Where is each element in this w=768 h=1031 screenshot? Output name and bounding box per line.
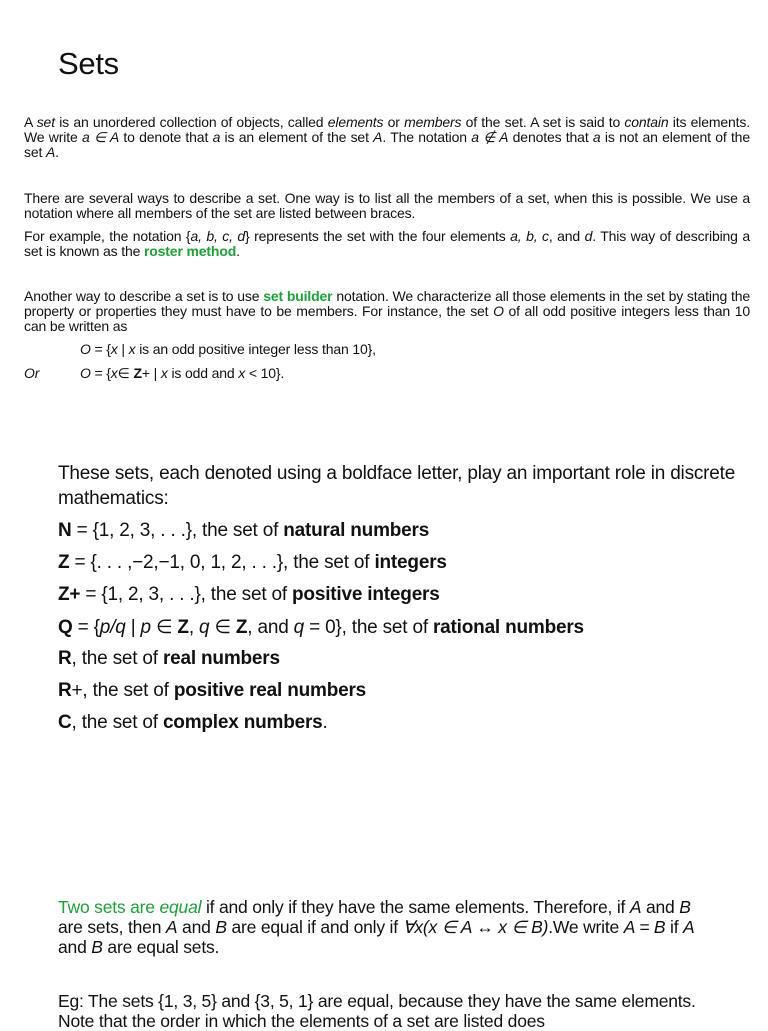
set-builder-formula-2: O = {x∈ Z+ | x is odd and x < 10}. xyxy=(80,365,285,381)
set-builder-formula-1: O = {x | x is an odd positive integer less than 10}, xyxy=(80,341,376,357)
page-title: Sets xyxy=(58,46,119,81)
rational-numbers-line: Q = {p/q | p ∈ Z, q ∈ Z, and q = 0}, the set of rational numbers xyxy=(58,617,584,638)
equal-term: equal xyxy=(159,897,202,917)
set-equality-paragraph: Two sets are equal if and only if they have the same elements. Therefore, if A and B are sets, then A and B are equal if and only if ∀x(x ∈ A ↔ x ∈ B).We write A = B if A and B are equal sets. xyxy=(58,897,695,957)
set-builder-term: set builder xyxy=(263,288,333,304)
or-label: Or xyxy=(24,365,40,381)
important-sets-intro: These sets, each denoted using a boldface letter, play an important role in discrete mathematics: xyxy=(58,463,736,509)
example-paragraph: Eg: The sets {1, 3, 5} and {3, 5, 1} are equal, because they have the same elements. Note that the order in which the elements of a set are listed does xyxy=(58,991,696,1031)
positive-integers-line: Z+ = {1, 2, 3, . . .}, the set of positive integers xyxy=(58,584,440,605)
set-definition-paragraph: A set is an unordered collection of objects, called elements or members of the set. A set is said to contain its elements. We write a ∈ A to denote that a is an element of the set A. The notation a ∉ A denotes that a is not an element of the set A. xyxy=(24,114,750,160)
roster-method-term: roster method xyxy=(143,243,237,259)
real-numbers-line: R, the set of real numbers xyxy=(58,648,280,669)
integers-line: Z = {. . . ,−2,−1, 0, 1, 2, . . .}, the set of integers xyxy=(58,552,447,573)
roster-method-paragraph: For example, the notation {a, b, c, d} represents the set with the four elements a, b, c, and d. This way of describing a set is known as the roster method. xyxy=(24,228,750,259)
positive-real-numbers-line: R+, the set of positive real numbers xyxy=(58,680,367,701)
complex-numbers-line: C, the set of complex numbers. xyxy=(58,712,328,733)
natural-numbers-line: N = {1, 2, 3, . . .}, the set of natural numbers xyxy=(58,520,430,541)
describe-set-paragraph: There are several ways to describe a set. One way is to list all the members of a set, when this is possible. We use a notation where all members of the set are listed between braces. xyxy=(24,190,750,221)
set-builder-paragraph: Another way to describe a set is to use set builder notation. We characterize all those elements in the set by stating the property or properties they must have to be members. For instance, the set O of all odd positive integers less than 10 can be written as xyxy=(24,288,750,334)
